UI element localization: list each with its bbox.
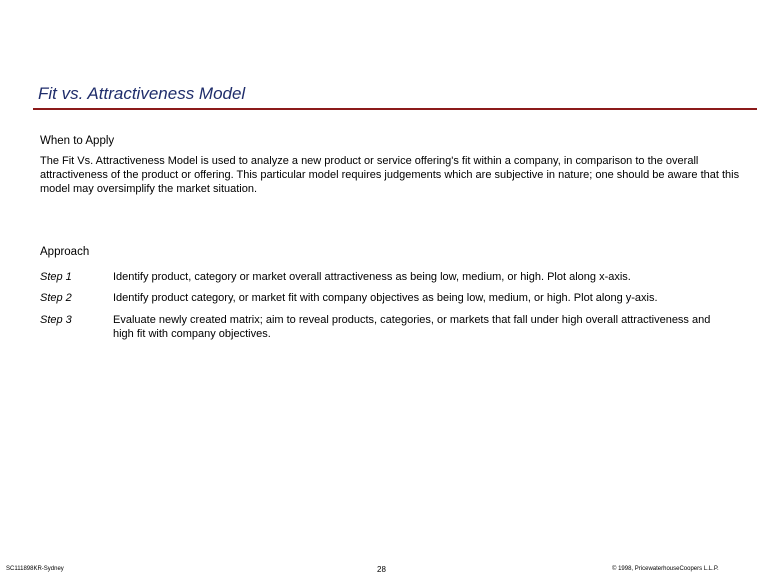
page-number: 28 [377, 565, 386, 574]
footer-copyright: © 1998, PricewaterhouseCoopers L.L.P. [612, 566, 719, 572]
step-label: Step 3 [40, 314, 72, 326]
step-text: Identify product, category or market overall attractiveness as being low, medium, or high. Plot along x-axis. [113, 271, 631, 283]
page-title: Fit vs. Attractiveness Model [38, 84, 246, 103]
when-to-apply-heading: When to Apply [40, 135, 115, 147]
footer-document-code: SC111898KR-Sydney [6, 566, 64, 572]
step-text: Evaluate newly created matrix; aim to reveal products, categories, or markets that fall under high overall attractiveness and high fit with company objectives. [113, 314, 711, 340]
step-label: Step 1 [40, 271, 72, 283]
step-text: Identify product category, or market fit with company objectives as being low, medium, or high. Plot along y-axis. [113, 292, 658, 304]
approach-heading: Approach [40, 246, 90, 258]
step-label: Step 2 [40, 292, 72, 304]
title-divider [33, 108, 757, 110]
when-to-apply-body: The Fit Vs. Attractiveness Model is used to analyze a new product or service offering's fit within a company, in comparison to the overall attractiveness of the product or offering. This particular model requires judgements which are subjective in nature; one should be aware that this model may oversimplify the market situation. [40, 155, 740, 195]
